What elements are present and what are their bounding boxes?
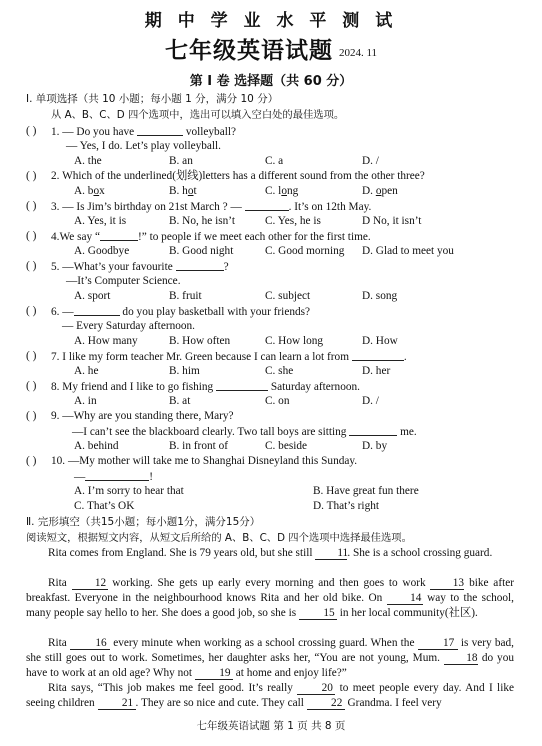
option-c[interactable]: C. beside (265, 440, 308, 452)
option-b[interactable]: B. How often (169, 335, 231, 347)
passage-paragraph-1: Rita comes from England. She is 79 years old, but she still 11. She is a school crossing guard. (48, 547, 493, 559)
option-c[interactable]: C. a (265, 155, 284, 167)
option-b[interactable]: B. No, he isn’t (169, 215, 236, 227)
option-b[interactable]: B. Good night (169, 245, 234, 257)
blank-12[interactable]: 12 (72, 577, 108, 590)
blank-22[interactable]: 22 (307, 697, 345, 710)
question-2: ( ) 2. Which of the underlined(划线)letters has a different sound from the other three? (26, 170, 425, 182)
question-10-options-row2 (0, 499, 542, 514)
answer-blank (74, 304, 120, 316)
option-b[interactable]: B. at (169, 395, 191, 407)
question-7-options (0, 364, 542, 379)
section2-heading: Ⅱ. 完形填空（共15小题；每小题1分，满分15分） (26, 516, 261, 528)
question-1-options (0, 154, 542, 169)
question-6-line2: — Every Saturday afternoon. (62, 320, 196, 332)
option-c[interactable]: C. subject (265, 290, 311, 302)
answer-bracket[interactable]: ( ) (26, 230, 37, 242)
option-d[interactable]: D. How (362, 335, 398, 347)
question-1: ( ) 1. — Do you have volleyball? (26, 125, 237, 138)
option-c[interactable]: C. Yes, he is (265, 215, 321, 227)
question-10-options-row1 (0, 484, 542, 499)
blank-11[interactable]: 11 (315, 547, 347, 560)
exam-title-row (0, 32, 542, 65)
question-5: ( ) 5. —What’s your favourite ? (26, 260, 229, 273)
option-a[interactable]: A. Goodbye (74, 245, 130, 257)
question-8-options (0, 394, 542, 409)
option-c[interactable]: C. That’s OK (74, 500, 135, 512)
section1-instruction: 从 A、B、C、D 四个选项中，选出可以填入空白处的最佳选项。 (51, 109, 345, 121)
question-9: ( ) 9. —Why are you standing there, Mary? (26, 410, 234, 422)
question-9-line2: —I can’t see the blackboard clearly. Two tall boys are sitting me. (72, 426, 417, 438)
question-6-options (0, 334, 542, 349)
option-b[interactable]: B. fruit (169, 290, 202, 302)
option-d[interactable]: D. That’s right (313, 500, 379, 512)
passage-paragraph-2: Rita 12 working. She gets up early every morning and then goes to work 13 bike after breakfast. Everyone in the neighbourhood knows Rita and her old bike. On 14 way to the school, many people say hello to her. She does a good job, so she is 15 in her local community(社区). (26, 577, 514, 619)
option-b[interactable]: B. in front of (169, 440, 228, 452)
option-b[interactable]: B. Have great fun there (313, 485, 419, 497)
question-9-options (0, 439, 542, 454)
option-a[interactable]: A. he (74, 365, 99, 377)
question-1-line2: — Yes, I do. Let’s play volleyball. (66, 140, 222, 152)
option-c[interactable]: C. Good morning (265, 245, 345, 257)
option-d[interactable]: D. by (362, 440, 388, 452)
option-a[interactable]: A. How many (74, 335, 138, 347)
exam-title: 七年级英语试题 (164, 37, 333, 64)
answer-blank (216, 379, 268, 391)
question-4: ( ) 4.We say “ !” to people if we meet each other for the first time. (26, 230, 371, 243)
blank-13[interactable]: 13 (430, 577, 464, 590)
blank-15[interactable]: 15 (299, 607, 337, 620)
answer-blank (137, 124, 183, 136)
passage-paragraph-3: Rita 16 every minute when working as a school crossing guard. When the 17 is very bad, she still goes out to work. Sometimes, her daughter asks her, “You are not young, Mum. 18 do you have to work at an old age? Why not 19 at home and enjoy life?” (26, 637, 515, 679)
answer-blank (85, 469, 149, 481)
answer-bracket[interactable]: ( ) (26, 350, 37, 362)
option-d[interactable]: D. / (362, 395, 379, 407)
answer-bracket[interactable]: ( ) (26, 380, 37, 392)
answer-blank (245, 199, 289, 211)
answer-blank (349, 424, 397, 436)
question-10: ( ) 10. —My mother will take me to Shanghai Disneyland this Sunday. (26, 455, 358, 467)
option-d[interactable]: D. song (362, 290, 398, 302)
passage-paragraph-4: Rita says, “This job makes me feel good. It’s really 20 to meet people every day. And I like seeing children 21 . They are so nice and cute. They call 22 Grandma. I feel very (26, 682, 514, 709)
option-a[interactable]: A. the (74, 155, 102, 167)
option-d[interactable]: D. Glad to meet you (362, 245, 454, 257)
page-footer: 七年级英语试题 第 1 页 共 8 页 (196, 720, 346, 732)
blank-18[interactable]: 18 (444, 652, 478, 665)
option-c[interactable]: C. How long (265, 335, 324, 347)
answer-bracket[interactable]: ( ) (26, 125, 37, 137)
option-a[interactable]: A. box (74, 185, 105, 197)
question-3-options (0, 214, 542, 229)
question-3: ( ) 3. — Is Jim’s birthday on 21st March ? — . It’s on 12th May. (26, 200, 372, 213)
answer-blank (176, 259, 224, 271)
question-10-line2: — ! (74, 471, 154, 483)
part-one-title: 第 I 卷 选择题（共 60 分） (189, 74, 353, 89)
question-8: ( ) 8. My friend and I like to go fishing Saturday afternoon. (26, 380, 360, 393)
question-4-options (0, 244, 542, 259)
question-7: ( ) 7. I like my form teacher Mr. Green because I can learn a lot from . (26, 350, 407, 363)
blank-14[interactable]: 14 (387, 592, 423, 605)
option-b[interactable]: B. him (169, 365, 200, 377)
option-c[interactable]: C. she (265, 365, 294, 377)
option-c[interactable]: C. on (265, 395, 290, 407)
option-d[interactable]: D. / (362, 155, 379, 167)
blank-17[interactable]: 17 (418, 637, 458, 650)
option-c[interactable]: C. long (265, 185, 299, 197)
option-a[interactable]: A. behind (74, 440, 119, 452)
answer-blank (352, 349, 404, 361)
question-5-line2: —It’s Computer Science. (66, 275, 181, 287)
exam-series-title: 期 中 学 业 水 平 测 试 (144, 11, 398, 31)
exam-date: 2024. 11 (338, 47, 378, 59)
option-a[interactable]: A. sport (74, 290, 111, 302)
option-b[interactable]: B. an (169, 155, 193, 167)
answer-bracket[interactable]: ( ) (26, 410, 37, 422)
option-a[interactable]: A. in (74, 395, 97, 407)
blank-19[interactable]: 19 (195, 667, 233, 680)
blank-16[interactable]: 16 (70, 637, 110, 650)
blank-20[interactable]: 20 (297, 682, 335, 695)
answer-blank (100, 229, 138, 241)
answer-bracket[interactable]: ( ) (26, 260, 37, 272)
answer-bracket[interactable]: ( ) (26, 455, 37, 467)
section2-instruction: 阅读短文，根据短文内容，从短文后所给的 A、B、C、D 四个选项中选择最佳选项。 (26, 532, 412, 544)
blank-21[interactable]: 21 (98, 697, 136, 710)
option-d[interactable]: D No, it isn’t (362, 215, 422, 227)
option-a[interactable]: A. I’m sorry to hear that (74, 485, 184, 497)
answer-bracket[interactable]: ( ) (26, 305, 37, 317)
question-5-options (0, 289, 542, 304)
question-2-options (0, 184, 542, 199)
option-d[interactable]: D. open (362, 185, 398, 197)
option-b[interactable]: B. hot (169, 185, 197, 197)
option-a[interactable]: A. Yes, it is (74, 215, 127, 227)
question-6: ( ) 6. — do you play basketball with your friends? (26, 305, 311, 318)
answer-bracket[interactable]: ( ) (26, 200, 37, 212)
section1-heading: Ⅰ. 单项选择（共 10 小题；每小题 1 分，满分 10 分） (26, 93, 279, 105)
option-d[interactable]: D. her (362, 365, 391, 377)
answer-bracket[interactable]: ( ) (26, 170, 37, 182)
